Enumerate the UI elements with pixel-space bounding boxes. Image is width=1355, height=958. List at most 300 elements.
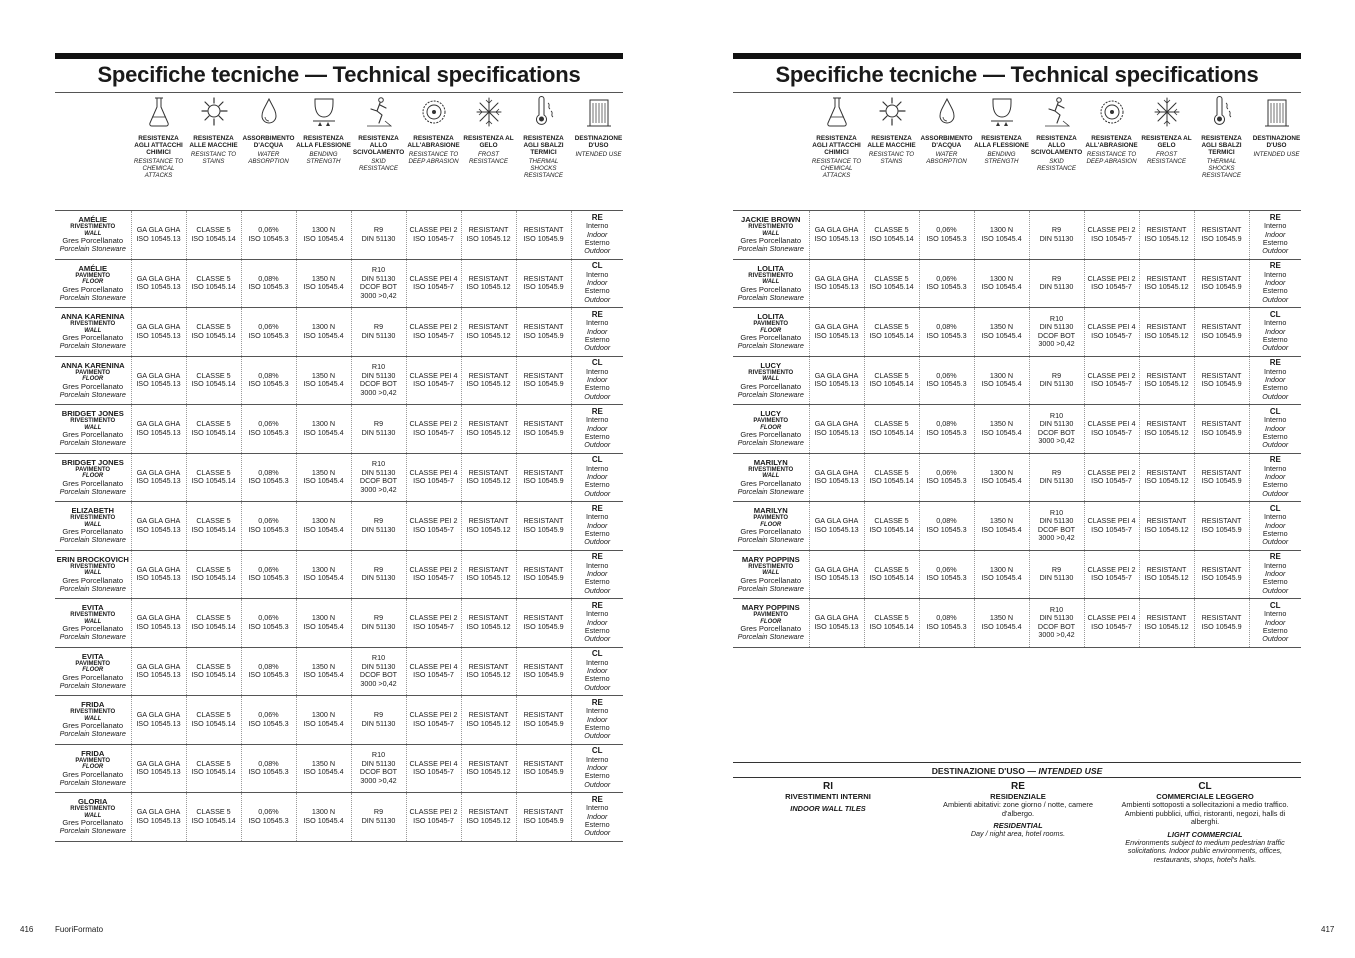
abrasion-value-line: CLASSE PEI 2 bbox=[409, 419, 458, 429]
stain-value-line: CLASSE 5 bbox=[196, 758, 231, 768]
use-outdoor-en: Outdoor bbox=[1262, 634, 1289, 644]
bending-value bbox=[974, 211, 1029, 260]
bending-icon bbox=[987, 95, 1017, 129]
stain-value-line: CLASSE 5 bbox=[874, 564, 909, 574]
frost-value bbox=[1139, 453, 1194, 502]
product-cell bbox=[55, 259, 131, 308]
chemical-value-line: ISO 10545.13 bbox=[136, 282, 181, 292]
header-label-en: RESISTANC TO STAINS bbox=[868, 151, 915, 165]
product-type: RIVESTIMENTO bbox=[70, 612, 116, 619]
header-label-it: RESISTENZA AGLI SBALZI TERMICI bbox=[523, 135, 564, 156]
material-it: Gres Porcellanato bbox=[740, 624, 802, 634]
thermal-value-line: ISO 10545.9 bbox=[523, 718, 564, 728]
header-label-en: RESISTANC TO STAINS bbox=[190, 151, 237, 165]
header-label-en: WATER ABSORPTION bbox=[926, 151, 967, 165]
absorption-value bbox=[919, 502, 974, 551]
stain-value bbox=[186, 405, 241, 454]
thermal-value-line: RESISTANT bbox=[1201, 370, 1242, 380]
stain-value-line: ISO 10545.14 bbox=[191, 282, 236, 292]
use-outdoor-it: Esterno bbox=[1262, 286, 1288, 296]
bending-value-line: 1300 N bbox=[311, 322, 336, 332]
thermal-value-line: RESISTANT bbox=[523, 710, 564, 720]
bending-value-line: ISO 10545.4 bbox=[303, 524, 344, 534]
material-en: Porcelain Stoneware bbox=[59, 341, 126, 351]
frost-value bbox=[461, 356, 516, 405]
column-header bbox=[296, 95, 351, 179]
use-cell bbox=[1249, 211, 1301, 260]
use-outdoor-en: Outdoor bbox=[1262, 440, 1289, 450]
use-outdoor-en: Outdoor bbox=[1262, 246, 1289, 256]
frost-value-line: RESISTANT bbox=[468, 710, 509, 720]
use-indoor-it: Interno bbox=[1264, 512, 1287, 522]
use-cell bbox=[571, 647, 623, 696]
abrasion-value-line: CLASSE PEI 2 bbox=[409, 225, 458, 235]
use-indoor-en: Indoor bbox=[1265, 569, 1286, 579]
use-code: RE bbox=[1269, 261, 1281, 271]
absorption-value-line: 0,06% bbox=[258, 516, 279, 526]
absorption-value-line: ISO 10545.3 bbox=[248, 670, 289, 680]
thermal-value bbox=[1194, 453, 1249, 502]
stain-value-line: ISO 10545.14 bbox=[191, 815, 236, 825]
product-type: PAVIMENTO bbox=[75, 272, 111, 279]
use-outdoor-en: Outdoor bbox=[584, 634, 611, 644]
use-outdoor-en: Outdoor bbox=[584, 779, 611, 789]
flask-icon bbox=[822, 95, 852, 129]
skid-value-line: R9 bbox=[373, 613, 384, 623]
brand-name: FuoriFormato bbox=[55, 925, 104, 934]
absorption-value-line: ISO 10545.3 bbox=[248, 621, 289, 631]
absorption-value bbox=[241, 259, 296, 308]
header-label-it: RESISTENZA AGLI ATTACCHI CHIMICI bbox=[812, 135, 861, 156]
use-code: RE bbox=[591, 794, 603, 804]
use-indoor-en: Indoor bbox=[1265, 375, 1286, 385]
skid-value-line: DIN 51130 bbox=[361, 718, 396, 728]
skid-value-line: R9 bbox=[1051, 370, 1062, 380]
use-outdoor-en: Outdoor bbox=[1262, 294, 1289, 304]
header-label-it: ASSORBIMENTO D'ACQUA bbox=[242, 135, 295, 149]
product-type: RIVESTIMENTO bbox=[748, 466, 794, 473]
absorption-value bbox=[241, 356, 296, 405]
stain-value bbox=[186, 502, 241, 551]
abrasion-value-line: CLASSE PEI 2 bbox=[409, 516, 458, 526]
material-it: Gres Porcellanato bbox=[740, 430, 802, 440]
material-en: Porcelain Stoneware bbox=[737, 535, 804, 545]
stain-value-line: CLASSE 5 bbox=[196, 807, 231, 817]
thermal-value bbox=[516, 453, 571, 502]
bending-value-line: ISO 10545.4 bbox=[303, 573, 344, 583]
header-label-en: RESISTANCE TO DEEP ABRASION bbox=[1086, 151, 1137, 165]
abrasion-value-line: ISO 10545-7 bbox=[413, 379, 454, 389]
absorption-value-line: 0,08% bbox=[936, 516, 957, 526]
absorption-value bbox=[919, 599, 974, 648]
chemical-value bbox=[131, 793, 186, 842]
product-name: LOLITA bbox=[757, 263, 785, 273]
header-label-en: RESISTANCE TO CHEMICAL ATTACKS bbox=[811, 158, 862, 179]
thermometer-icon bbox=[529, 95, 559, 129]
frost-value bbox=[461, 259, 516, 308]
chemical-value-line: GA GLA GHA bbox=[136, 516, 181, 526]
skid-value bbox=[1029, 599, 1084, 648]
skid-value-line: 3000 >0,42 bbox=[360, 775, 397, 785]
stain-value bbox=[864, 356, 919, 405]
stain-value-line: CLASSE 5 bbox=[874, 516, 909, 526]
frost-value bbox=[461, 550, 516, 599]
material-en: Porcelain Stoneware bbox=[59, 438, 126, 448]
thermal-value bbox=[516, 405, 571, 454]
product-cell bbox=[55, 599, 131, 648]
stain-value bbox=[186, 599, 241, 648]
chemical-value-line: GA GLA GHA bbox=[136, 758, 181, 768]
skid-value bbox=[351, 599, 406, 648]
page-title: Specifiche tecniche — Technical specifications bbox=[775, 62, 1259, 87]
stain-value-line: ISO 10545.14 bbox=[869, 427, 914, 437]
bending-value-line: ISO 10545.4 bbox=[303, 282, 344, 292]
use-indoor-it: Interno bbox=[1264, 318, 1287, 328]
chemical-value bbox=[131, 550, 186, 599]
abrasion-value bbox=[406, 502, 461, 551]
table-row bbox=[55, 356, 623, 405]
thermal-value-line: ISO 10545.9 bbox=[523, 427, 564, 437]
absorption-value bbox=[919, 308, 974, 357]
use-outdoor-it: Esterno bbox=[584, 528, 610, 538]
chemical-value-line: GA GLA GHA bbox=[814, 225, 859, 235]
material-en: Porcelain Stoneware bbox=[59, 680, 126, 690]
product-type: RIVESTIMENTO bbox=[70, 806, 116, 813]
chemical-value-line: ISO 10545.13 bbox=[136, 330, 181, 340]
absorption-value-line: 0,08% bbox=[258, 661, 279, 671]
product-name: MARY POPPINS bbox=[741, 603, 800, 613]
legend-ri: RI RIVESTIMENTI INTERNI INDOOR WALL TILES bbox=[785, 781, 871, 813]
abrasion-value-line: CLASSE PEI 4 bbox=[409, 467, 458, 477]
use-code: RE bbox=[591, 697, 603, 707]
stain-value-line: ISO 10545.14 bbox=[191, 718, 236, 728]
bending-value-line: ISO 10545.4 bbox=[303, 233, 344, 243]
page-title: Specifiche tecniche — Technical specifications bbox=[97, 62, 581, 87]
stain-value-line: ISO 10545.14 bbox=[869, 379, 914, 389]
product-name: ELIZABETH bbox=[71, 506, 115, 516]
bending-value bbox=[296, 356, 351, 405]
chemical-value bbox=[809, 356, 864, 405]
chemical-value bbox=[809, 259, 864, 308]
abrasion-value-line: CLASSE PEI 4 bbox=[409, 273, 458, 283]
thermal-value-line: RESISTANT bbox=[523, 273, 564, 283]
thermal-value bbox=[1194, 308, 1249, 357]
thermal-value-line: ISO 10545.9 bbox=[1201, 282, 1242, 292]
absorption-value bbox=[919, 259, 974, 308]
table-row bbox=[733, 599, 1301, 648]
bending-value-line: 1300 N bbox=[989, 467, 1014, 477]
use-indoor-en: Indoor bbox=[587, 617, 608, 627]
thermal-value-line: RESISTANT bbox=[523, 807, 564, 817]
absorption-value bbox=[241, 550, 296, 599]
frost-value-line: RESISTANT bbox=[1146, 419, 1187, 429]
use-code: RE bbox=[591, 600, 603, 610]
water-drop-icon bbox=[254, 95, 284, 129]
stain-value-line: ISO 10545.14 bbox=[191, 233, 236, 243]
bending-value-line: ISO 10545.4 bbox=[981, 330, 1022, 340]
bending-value bbox=[974, 308, 1029, 357]
use-code: CL bbox=[591, 261, 603, 271]
header-label-it: RESISTENZA ALLE MACCHIE bbox=[189, 135, 238, 149]
skid-value bbox=[1029, 405, 1084, 454]
abrasion-disc-icon bbox=[419, 95, 449, 129]
frost-value bbox=[1139, 599, 1194, 648]
chemical-value bbox=[809, 453, 864, 502]
skid-value-line: R10 bbox=[371, 653, 386, 663]
absorption-value bbox=[241, 696, 296, 745]
material-it: Gres Porcellanato bbox=[62, 333, 124, 343]
abrasion-value-line: ISO 10545-7 bbox=[413, 718, 454, 728]
thermal-value-line: RESISTANT bbox=[523, 225, 564, 235]
header-label-en: SKID RESISTANCE bbox=[1036, 158, 1077, 172]
bending-value-line: ISO 10545.4 bbox=[303, 330, 344, 340]
header-label-it: RESISTENZA ALLA FLESSIONE bbox=[974, 135, 1029, 149]
product-cell bbox=[733, 453, 809, 502]
skid-value-line: 3000 >0,42 bbox=[360, 484, 397, 494]
abrasion-value-line: ISO 10545-7 bbox=[1091, 573, 1132, 583]
product-name: EVITA bbox=[81, 603, 104, 613]
chemical-value bbox=[809, 599, 864, 648]
material-en: Porcelain Stoneware bbox=[59, 389, 126, 399]
material-en: Porcelain Stoneware bbox=[737, 389, 804, 399]
product-cell bbox=[55, 356, 131, 405]
skid-value-line: R10 bbox=[371, 362, 386, 372]
product-cell bbox=[733, 599, 809, 648]
product-type: RIVESTIMENTO bbox=[70, 321, 116, 328]
absorption-value-line: 0,08% bbox=[258, 273, 279, 283]
skid-value-line: DIN 51130 bbox=[1039, 419, 1074, 429]
use-cell bbox=[1249, 502, 1301, 551]
thermal-value bbox=[516, 550, 571, 599]
thermal-value-line: RESISTANT bbox=[1201, 564, 1242, 574]
absorption-value-line: ISO 10545.3 bbox=[926, 379, 967, 389]
skid-value-line: R10 bbox=[371, 750, 386, 760]
absorption-value-line: 0,08% bbox=[936, 322, 957, 332]
abrasion-value bbox=[406, 744, 461, 793]
chemical-value bbox=[131, 696, 186, 745]
header-label-it: RESISTENZA AGLI ATTACCHI CHIMICI bbox=[134, 135, 183, 156]
use-indoor-en: Indoor bbox=[1265, 278, 1286, 288]
stain-value bbox=[864, 405, 919, 454]
stain-value-line: CLASSE 5 bbox=[874, 419, 909, 429]
header-label-en: FROST RESISTANCE bbox=[1146, 151, 1187, 165]
thermal-value bbox=[516, 696, 571, 745]
chemical-value-line: GA GLA GHA bbox=[814, 322, 859, 332]
material-it: Gres Porcellanato bbox=[740, 381, 802, 391]
skid-value-line: 3000 >0,42 bbox=[360, 678, 397, 688]
use-cell bbox=[571, 599, 623, 648]
absorption-value-line: 0,06% bbox=[936, 273, 957, 283]
abrasion-value-line: ISO 10545-7 bbox=[413, 233, 454, 243]
absorption-value-line: ISO 10545.3 bbox=[248, 573, 289, 583]
absorption-value bbox=[241, 502, 296, 551]
thermal-value-line: ISO 10545.9 bbox=[523, 767, 564, 777]
frost-value-line: ISO 10545.12 bbox=[1144, 621, 1189, 631]
use-outdoor-it: Esterno bbox=[1262, 528, 1288, 538]
stain-value bbox=[864, 259, 919, 308]
use-indoor-it: Interno bbox=[1264, 269, 1287, 279]
bending-value-line: 1350 N bbox=[311, 273, 336, 283]
frost-value bbox=[461, 744, 516, 793]
bending-value bbox=[974, 550, 1029, 599]
use-code: RE bbox=[1269, 212, 1281, 222]
chemical-value-line: ISO 10545.13 bbox=[136, 573, 181, 583]
material-it: Gres Porcellanato bbox=[62, 624, 124, 634]
bending-value-line: 1300 N bbox=[311, 419, 336, 429]
absorption-value-line: 0,08% bbox=[258, 758, 279, 768]
skid-value bbox=[1029, 356, 1084, 405]
stain-value-line: CLASSE 5 bbox=[196, 467, 231, 477]
stain-value-line: CLASSE 5 bbox=[196, 322, 231, 332]
frost-value-line: RESISTANT bbox=[468, 613, 509, 623]
use-indoor-en: Indoor bbox=[587, 229, 608, 239]
column-header bbox=[1249, 95, 1304, 179]
table-row bbox=[55, 793, 623, 842]
bending-value-line: 1350 N bbox=[311, 467, 336, 477]
abrasion-value-line: CLASSE PEI 4 bbox=[409, 758, 458, 768]
thermal-value-line: ISO 10545.9 bbox=[1201, 330, 1242, 340]
bending-value-line: ISO 10545.4 bbox=[981, 233, 1022, 243]
stain-value bbox=[186, 453, 241, 502]
header-label-it: RESISTENZA AL GELO bbox=[1141, 135, 1192, 149]
abrasion-value-line: CLASSE PEI 2 bbox=[409, 322, 458, 332]
column-header bbox=[351, 95, 406, 179]
material-it: Gres Porcellanato bbox=[740, 575, 802, 585]
product-type-en: FLOOR bbox=[82, 376, 104, 383]
frost-value-line: ISO 10545.12 bbox=[466, 379, 511, 389]
stain-value bbox=[186, 696, 241, 745]
stain-value-line: ISO 10545.14 bbox=[191, 524, 236, 534]
column-header bbox=[571, 95, 626, 179]
use-indoor-it: Interno bbox=[586, 706, 609, 716]
abrasion-value-line: ISO 10545-7 bbox=[413, 282, 454, 292]
abrasion-value-line: CLASSE PEI 2 bbox=[409, 564, 458, 574]
use-cell bbox=[571, 211, 623, 260]
product-cell bbox=[55, 453, 131, 502]
abrasion-value bbox=[406, 793, 461, 842]
product-cell bbox=[55, 696, 131, 745]
thermal-value-line: ISO 10545.9 bbox=[523, 330, 564, 340]
abrasion-value-line: ISO 10545-7 bbox=[413, 767, 454, 777]
absorption-value-line: ISO 10545.3 bbox=[926, 476, 967, 486]
chemical-value-line: GA GLA GHA bbox=[136, 661, 181, 671]
bending-value-line: 1350 N bbox=[311, 758, 336, 768]
abrasion-value-line: ISO 10545-7 bbox=[1091, 476, 1132, 486]
skid-value bbox=[351, 356, 406, 405]
thermal-value-line: ISO 10545.9 bbox=[523, 573, 564, 583]
use-outdoor-it: Esterno bbox=[584, 674, 610, 684]
frost-value bbox=[461, 647, 516, 696]
product-type: PAVIMENTO bbox=[753, 321, 789, 328]
skid-value bbox=[1029, 211, 1084, 260]
material-it: Gres Porcellanato bbox=[740, 478, 802, 488]
water-drop-icon bbox=[932, 95, 962, 129]
skid-value-line: DCOF BOT bbox=[1037, 427, 1076, 437]
thermal-value bbox=[516, 259, 571, 308]
product-type: RIVESTIMENTO bbox=[70, 515, 116, 522]
stain-value-line: CLASSE 5 bbox=[196, 273, 231, 283]
stain-value-line: ISO 10545.14 bbox=[869, 621, 914, 631]
thermal-value-line: RESISTANT bbox=[523, 419, 564, 429]
frost-value bbox=[1139, 405, 1194, 454]
abrasion-value bbox=[1084, 259, 1139, 308]
absorption-value-line: ISO 10545.3 bbox=[248, 330, 289, 340]
product-cell bbox=[733, 502, 809, 551]
use-indoor-en: Indoor bbox=[1265, 423, 1286, 433]
material-en: Porcelain Stoneware bbox=[737, 632, 804, 642]
material-it: Gres Porcellanato bbox=[62, 672, 124, 682]
abrasion-value bbox=[1084, 599, 1139, 648]
use-outdoor-it: Esterno bbox=[584, 431, 610, 441]
chemical-value-line: ISO 10545.13 bbox=[814, 621, 859, 631]
abrasion-value-line: ISO 10545-7 bbox=[1091, 427, 1132, 437]
chemical-value-line: ISO 10545.13 bbox=[814, 524, 859, 534]
stain-splash-icon bbox=[877, 95, 907, 129]
legend-re: RE RESIDENZIALE Ambienti abitativi: zone giorno / notte, camere d'albergo. RESIDENTIAL Day / night area, hotel rooms. bbox=[943, 781, 1093, 839]
bending-value-line: 1300 N bbox=[989, 225, 1014, 235]
thermal-value bbox=[516, 793, 571, 842]
bending-value bbox=[974, 356, 1029, 405]
stain-value-line: CLASSE 5 bbox=[196, 613, 231, 623]
stain-value bbox=[864, 308, 919, 357]
use-code: CL bbox=[1269, 309, 1281, 319]
abrasion-disc-icon bbox=[1097, 95, 1127, 129]
chemical-value-line: ISO 10545.13 bbox=[136, 767, 181, 777]
chemical-value bbox=[809, 550, 864, 599]
bending-value-line: 1300 N bbox=[989, 273, 1014, 283]
use-code: RE bbox=[1269, 552, 1281, 562]
column-header bbox=[186, 95, 241, 179]
use-code: CL bbox=[591, 746, 603, 756]
thermal-value-line: RESISTANT bbox=[1201, 613, 1242, 623]
absorption-value bbox=[241, 211, 296, 260]
skid-value-line: R10 bbox=[1049, 507, 1064, 517]
stain-value-line: ISO 10545.14 bbox=[191, 476, 236, 486]
chemical-value-line: ISO 10545.13 bbox=[136, 427, 181, 437]
bending-value-line: ISO 10545.4 bbox=[981, 282, 1022, 292]
product-name: AMÉLIE bbox=[78, 215, 108, 225]
use-outdoor-en: Outdoor bbox=[584, 343, 611, 353]
material-en: Porcelain Stoneware bbox=[59, 729, 126, 739]
stain-value-line: ISO 10545.14 bbox=[191, 427, 236, 437]
use-indoor-en: Indoor bbox=[587, 714, 608, 724]
skid-value-line: DCOF BOT bbox=[359, 282, 398, 292]
skid-value-line: R9 bbox=[373, 419, 384, 429]
abrasion-value bbox=[1084, 211, 1139, 260]
skid-value bbox=[351, 647, 406, 696]
table-row bbox=[55, 696, 623, 745]
abrasion-value-line: ISO 10545-7 bbox=[413, 621, 454, 631]
thermal-value-line: ISO 10545.9 bbox=[523, 670, 564, 680]
absorption-value-line: 0,08% bbox=[258, 467, 279, 477]
chemical-value-line: GA GLA GHA bbox=[136, 370, 181, 380]
frost-value-line: RESISTANT bbox=[468, 516, 509, 526]
bending-value-line: 1350 N bbox=[311, 370, 336, 380]
abrasion-value bbox=[1084, 356, 1139, 405]
chemical-value-line: GA GLA GHA bbox=[136, 710, 181, 720]
skid-value-line: R10 bbox=[371, 459, 386, 469]
skid-value-line: DIN 51130 bbox=[1039, 476, 1074, 486]
skid-value-line: DIN 51130 bbox=[361, 621, 396, 631]
header-label-en: WATER ABSORPTION bbox=[248, 151, 289, 165]
header-label-it: RESISTENZA AL GELO bbox=[463, 135, 514, 149]
abrasion-value bbox=[406, 599, 461, 648]
header-label-it: RESISTENZA AGLI SBALZI TERMICI bbox=[1201, 135, 1242, 156]
frost-value-line: ISO 10545.12 bbox=[466, 767, 511, 777]
material-en: Porcelain Stoneware bbox=[59, 486, 126, 496]
skid-value-line: R9 bbox=[1051, 273, 1062, 283]
abrasion-value-line: CLASSE PEI 2 bbox=[1087, 467, 1136, 477]
